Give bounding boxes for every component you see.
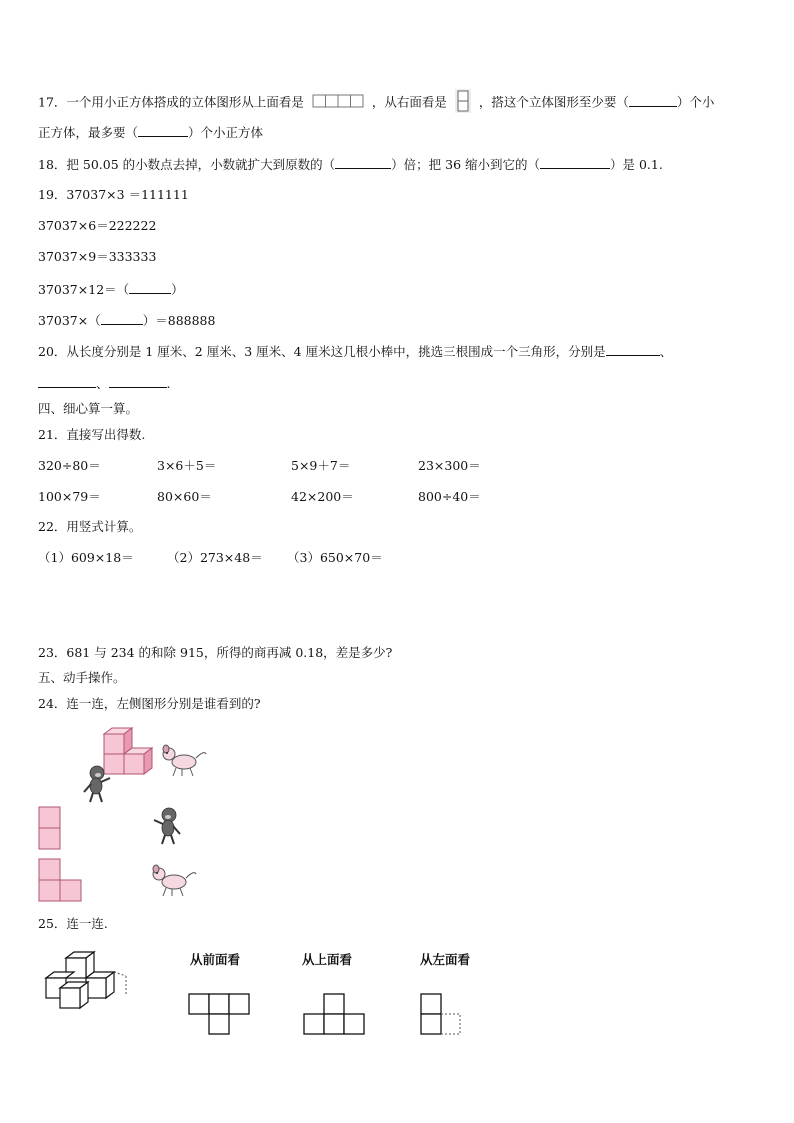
q19-line-4 [38,281,184,298]
label-top-view[interactable]: 从上面看 [302,952,353,967]
q19-line-1: 19．37037×3 ＝111111 [38,187,189,202]
q22-item-2: （2）273×48＝ [167,550,263,565]
q17-blank-max[interactable] [138,124,188,137]
q21-item-1-4: 23×300＝ [418,458,481,473]
q20-line1 [38,343,672,360]
cube-structure-image [42,948,134,1014]
q17-text-5: 正方体，最多要（ [38,125,139,140]
q25-title: 25．连一连. [38,916,108,931]
label-front-view[interactable]: 从前面看 [190,952,241,967]
q18-text-2: ）倍；把 36 缩小到它的（ [391,157,540,172]
q20-blank-3[interactable] [109,375,167,388]
q17-text-3: ，搭这个立体图形至少要（ [478,94,629,110]
view-shape-inverted-t[interactable] [303,993,367,1037]
view-shape-l[interactable] [38,858,84,902]
q22-item-1: （1）609×18＝ [38,550,134,565]
q21-title: 21．直接写出得数. [38,427,146,442]
q18-blank-2[interactable] [540,156,610,169]
q22-title: 22．用竖式计算。 [38,519,142,534]
q17-text-1: 17．一个用小正方体搭成的立体图形从上面看是 [38,94,304,110]
q21-item-1-3: 5×9＋7＝ [291,458,351,473]
q24-title: 24．连一连，左侧图形分别是谁看到的? [38,696,261,711]
q17-blank-min[interactable] [629,94,677,107]
top-view-strip-image [312,94,364,112]
q20-text-2: 、 [659,344,673,359]
q20-blank-2[interactable] [38,375,96,388]
q19-text-5b: ）＝888888 [142,313,216,328]
q17-line1 [38,89,714,117]
q17-line2 [38,124,263,141]
q19-line-2: 37037×6＝222222 [38,218,157,233]
view-shape-column[interactable] [38,806,62,850]
q23-text: 23．681 与 234 的和除 915，所得的商再减 0.18，差是多少? [38,645,393,660]
q19-blank-1[interactable] [129,281,171,294]
section-5-heading: 五、动手操作。 [38,670,126,685]
section-4-heading: 四、细心算一算。 [38,401,139,416]
q20-text-1: 20．从长度分别是 1 厘米、2 厘米、3 厘米、4 厘米这几根小棒中，挑选三根围成一个三角形，分别是 [38,344,606,359]
dog-image [160,742,208,778]
dog-image[interactable] [150,862,198,898]
q21-item-2-3: 42×200＝ [291,489,354,504]
monkey-image[interactable] [150,806,186,846]
q20-end: . [166,376,171,391]
q21-item-1-2: 3×6＋5＝ [157,458,217,473]
q20-blank-1[interactable] [606,343,660,356]
monkey-image [78,764,114,804]
q19-line-5 [38,312,215,329]
q18-text-3: ）是 0.1. [610,157,663,172]
q17-text-6: ）个小正方体 [188,125,264,140]
q20-line2 [38,375,171,392]
q19-blank-2[interactable] [101,312,143,325]
q18-text-1: 18．把 50.05 的小数点去掉，小数就扩大到原数的（ [38,157,336,172]
right-view-column-image [455,89,471,117]
q18-line [38,156,663,173]
q18-blank-1[interactable] [335,156,391,169]
view-shape-t[interactable] [188,993,252,1037]
q19-text-4a: 37037×12＝（ [38,282,130,297]
q21-item-2-4: 800÷40＝ [418,489,481,504]
q21-item-2-2: 80×60＝ [157,489,212,504]
q17-text-4: ）个小 [676,94,715,110]
q21-item-2-1: 100×79＝ [38,489,101,504]
q20-sep: 、 [96,376,109,391]
q19-text-4b: ） [171,282,184,297]
q21-item-1-1: 320÷80＝ [38,458,101,473]
label-left-view[interactable]: 从左面看 [420,952,471,967]
q22-item-3: （3）650×70＝ [287,550,383,565]
q17-text-2: ，从右面看是 [371,94,447,110]
q19-text-5a: 37037×（ [38,313,101,328]
q19-line-3: 37037×9＝333333 [38,249,157,264]
view-shape-l-dashed[interactable] [420,993,464,1037]
